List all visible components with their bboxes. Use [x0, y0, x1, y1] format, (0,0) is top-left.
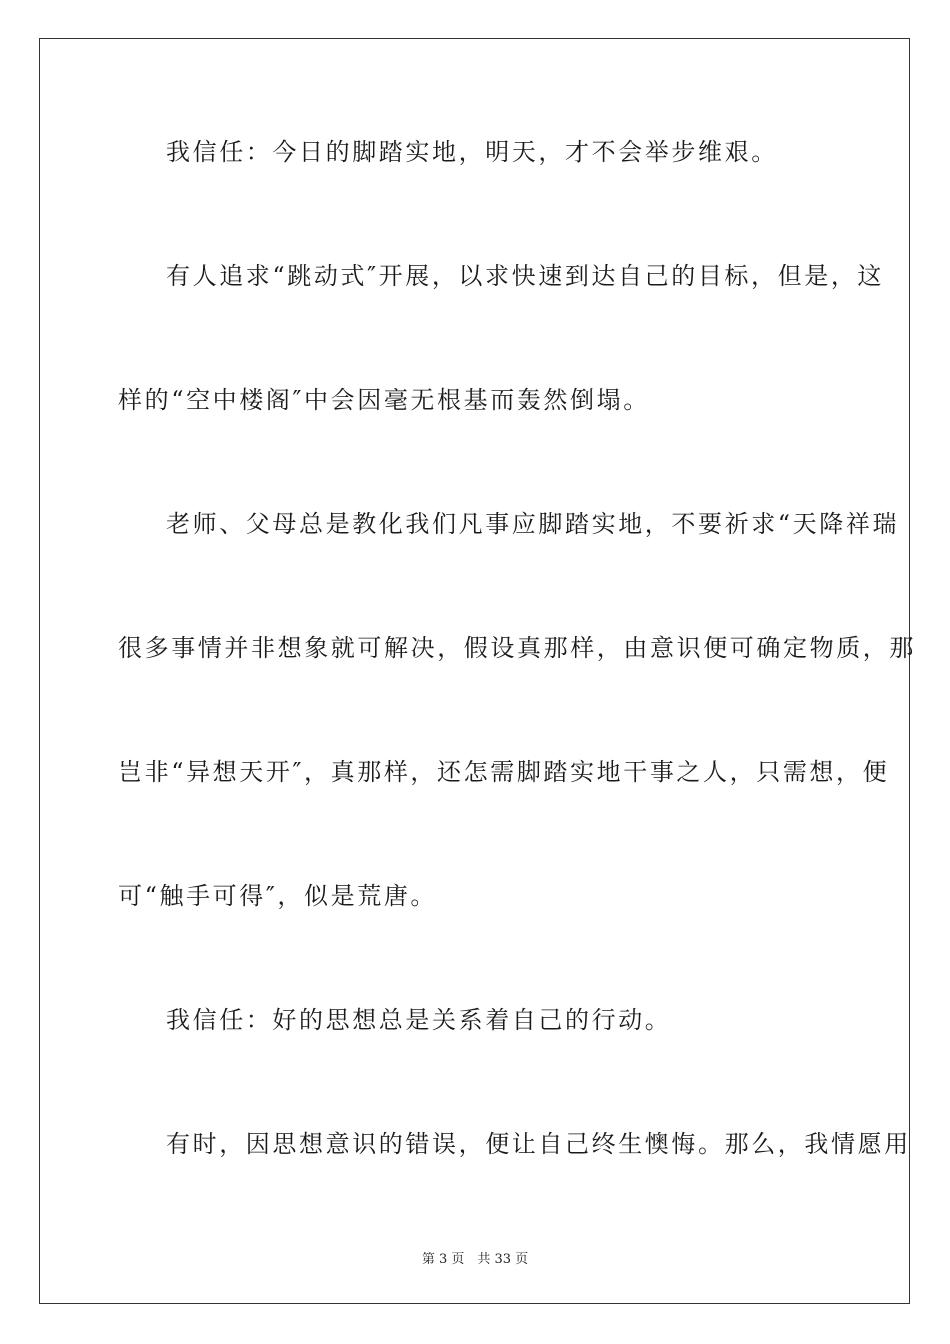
paragraph-line-1: 我信任：今日的脚踏实地，明天，才不会举步维艰。	[166, 138, 778, 166]
paragraph-line-3: 样的“空中楼阁″中会因毫无根基而轰然倒塌。	[118, 386, 650, 414]
paragraph-line-5: 很多事情并非想象就可解决，假设真那样，由意识便可确定物质，那	[118, 634, 916, 662]
page-number-footer: 第 3 页 共 33 页	[421, 1252, 529, 1267]
paragraph-line-4: 老师、父母总是教化我们凡事应脚踏实地，不要祈求“天降祥瑞	[166, 510, 900, 538]
paragraph-line-2: 有人追求“跳动式″开展，以求快速到达自己的目标，但是，这	[166, 262, 885, 290]
page-border	[39, 38, 916, 1304]
paragraph-line-6: 岂非“异想天开″，真那样，还怎需脚踏实地干事之人，只需想，便	[118, 758, 890, 786]
paragraph-line-8: 我信任：好的思想总是关系着自己的行动。	[166, 1006, 672, 1034]
paragraph-line-7: 可“触手可得″，似是荒唐。	[118, 882, 438, 910]
paragraph-line-9: 有时，因思想意识的错误，便让自己终生懊悔。那么，我情愿用	[166, 1130, 911, 1158]
